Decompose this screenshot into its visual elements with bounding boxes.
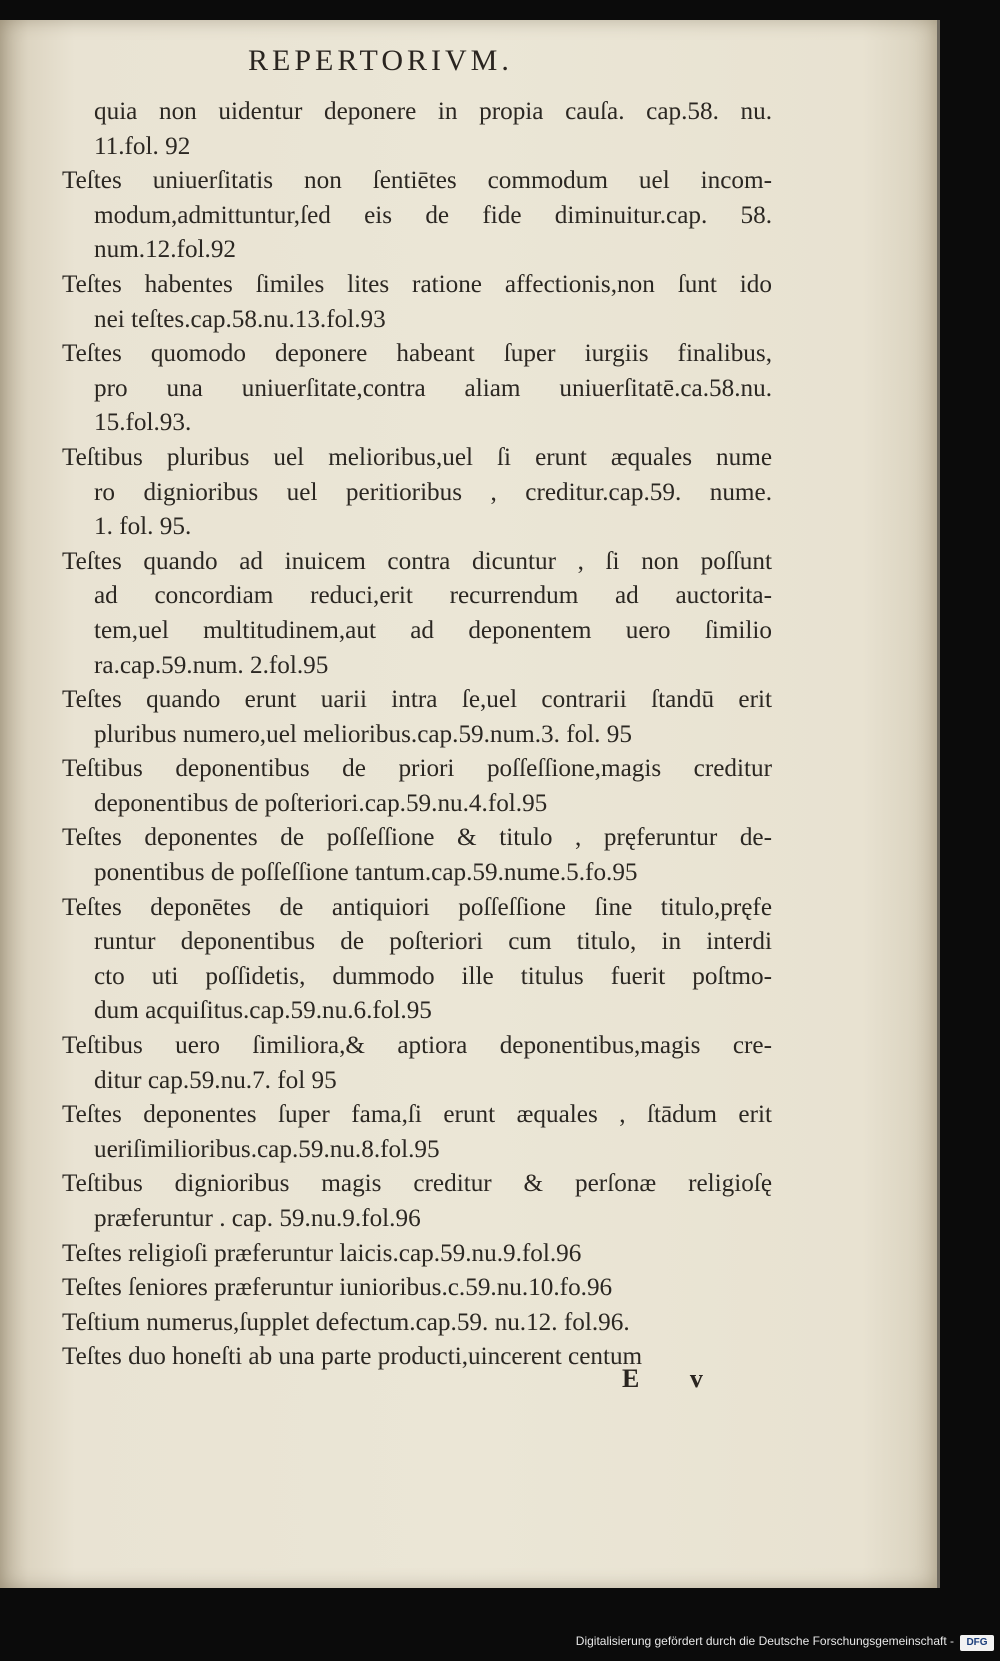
entry-continuation-line: pluribus numero,uel melioribus.cap.59.num.3. fol. 95 (94, 720, 632, 748)
page-edge (937, 20, 940, 1588)
entry-continuation-line: ad concordiam reduci,erit recurrendum ad auctorita- (94, 582, 772, 610)
entry-line: Teſtes quando erunt uarii intra ſe,uel contrarii ſtandū erit (62, 686, 772, 714)
entry-continuation-line: modum,admittuntur,ſed eis de fide diminuitur.cap. 58. (94, 201, 772, 229)
entry-line: Teſtes quando ad inuicem contra dicuntur , ſi non poſſunt (62, 547, 772, 575)
entry-line: Teſtes uniuerſitatis non ſentiētes commodum uel incom- (62, 167, 772, 195)
entry-continuation-line: 15.fol.93. (94, 409, 192, 437)
entry-line: Teſtes deponentes ſuper fama,ſi erunt æquales , ſtādum erit (62, 1101, 772, 1129)
entry-continuation-line: ditur cap.59.nu.7. fol 95 (94, 1066, 337, 1094)
dfg-logo: DFG (960, 1635, 994, 1651)
entry-line: Teſtes deponentes de poſſeſſione & titulo , pręferuntur de- (62, 824, 772, 852)
footer-bar (0, 1623, 1000, 1661)
entry-continuation-line: pro una uniuerſitate,contra aliam uniuerſitatē.ca.58.nu. (94, 374, 772, 402)
entry-line: Teſtibus deponentibus de priori poſſeſſione,magis creditur (62, 755, 772, 783)
entry-continuation-line: 11.fol. 92 (94, 132, 191, 160)
entry-line: Teſtibus uero ſimiliora,& aptiora deponentibus,magis cre- (62, 1032, 772, 1060)
entry-continuation-line: 1. fol. 95. (94, 513, 192, 541)
entry-line: Teſtes deponētes de antiquiori poſſeſſione ſine titulo,pręfe (62, 893, 772, 921)
entry-continuation-line: ro dignioribus uel peritioribus , creditur.cap.59. nume. (94, 478, 772, 506)
entry-continuation-line: num.12.fol.92 (94, 236, 237, 264)
running-title: REPERTORIVM. (248, 44, 513, 77)
entry-line: Teſtes ſeniores præferuntur iunioribus.c.59.nu.10.fo.96 (62, 1274, 613, 1302)
entry-continuation-line: runtur deponentibus de poſteriori cum titulo, in interdi (94, 928, 772, 956)
signature-mark: E v (622, 1364, 725, 1393)
entry-continuation-line: ueriſimilioribus.cap.59.nu.8.fol.95 (94, 1135, 440, 1163)
entry-line: Teſtibus dignioribus magis creditur & perſonæ religioſę (62, 1170, 772, 1198)
funding-credit: Digitalisierung gefördert durch die Deutsche Forschungsgemeinschaft - (575, 1634, 954, 1648)
entry-line: Teſtes religioſi præferuntur laicis.cap.59.nu.9.fol.96 (62, 1239, 582, 1267)
entry-continuation-line: ponentibus de poſſeſſione tantum.cap.59.nume.5.fo.95 (94, 859, 638, 887)
entry-line: Teſtium numerus,ſupplet defectum.cap.59. nu.12. fol.96. (62, 1308, 630, 1336)
index-entries (62, 95, 772, 1375)
entry-continuation-line: præferuntur . cap. 59.nu.9.fol.96 (94, 1205, 421, 1232)
entry-continuation-line: nei teſtes.cap.58.nu.13.fol.93 (94, 305, 386, 333)
entry-continuation-line: cto uti poſſidetis, dummodo ille titulus fuerit poſtmo- (94, 962, 772, 990)
entry-line: Teſtes habentes ſimiles lites ratione affectionis,non ſunt ido (62, 270, 772, 298)
entry-continuation-line: deponentibus de poſteriori.cap.59.nu.4.fol.95 (94, 789, 548, 817)
entry-continuation-line: quia non uidentur deponere in propia cauſa. cap.58. nu. (94, 98, 772, 125)
entry-continuation-line: tem,uel multitudinem,aut ad deponentem uero ſimilio (94, 616, 772, 644)
entry-continuation-line: dum acquiſitus.cap.59.nu.6.fol.95 (94, 997, 432, 1025)
entry-line: Teſtes quomodo deponere habeant ſuper iurgiis finalibus, (62, 340, 772, 368)
entry-continuation-line: ra.cap.59.num. 2.fol.95 (94, 651, 329, 679)
entry-line: Teſtibus pluribus uel melioribus,uel ſi erunt æquales nume (62, 443, 772, 471)
entry-line: Teſtes duo honeſti ab una parte producti,uincerent centum (62, 1343, 643, 1371)
